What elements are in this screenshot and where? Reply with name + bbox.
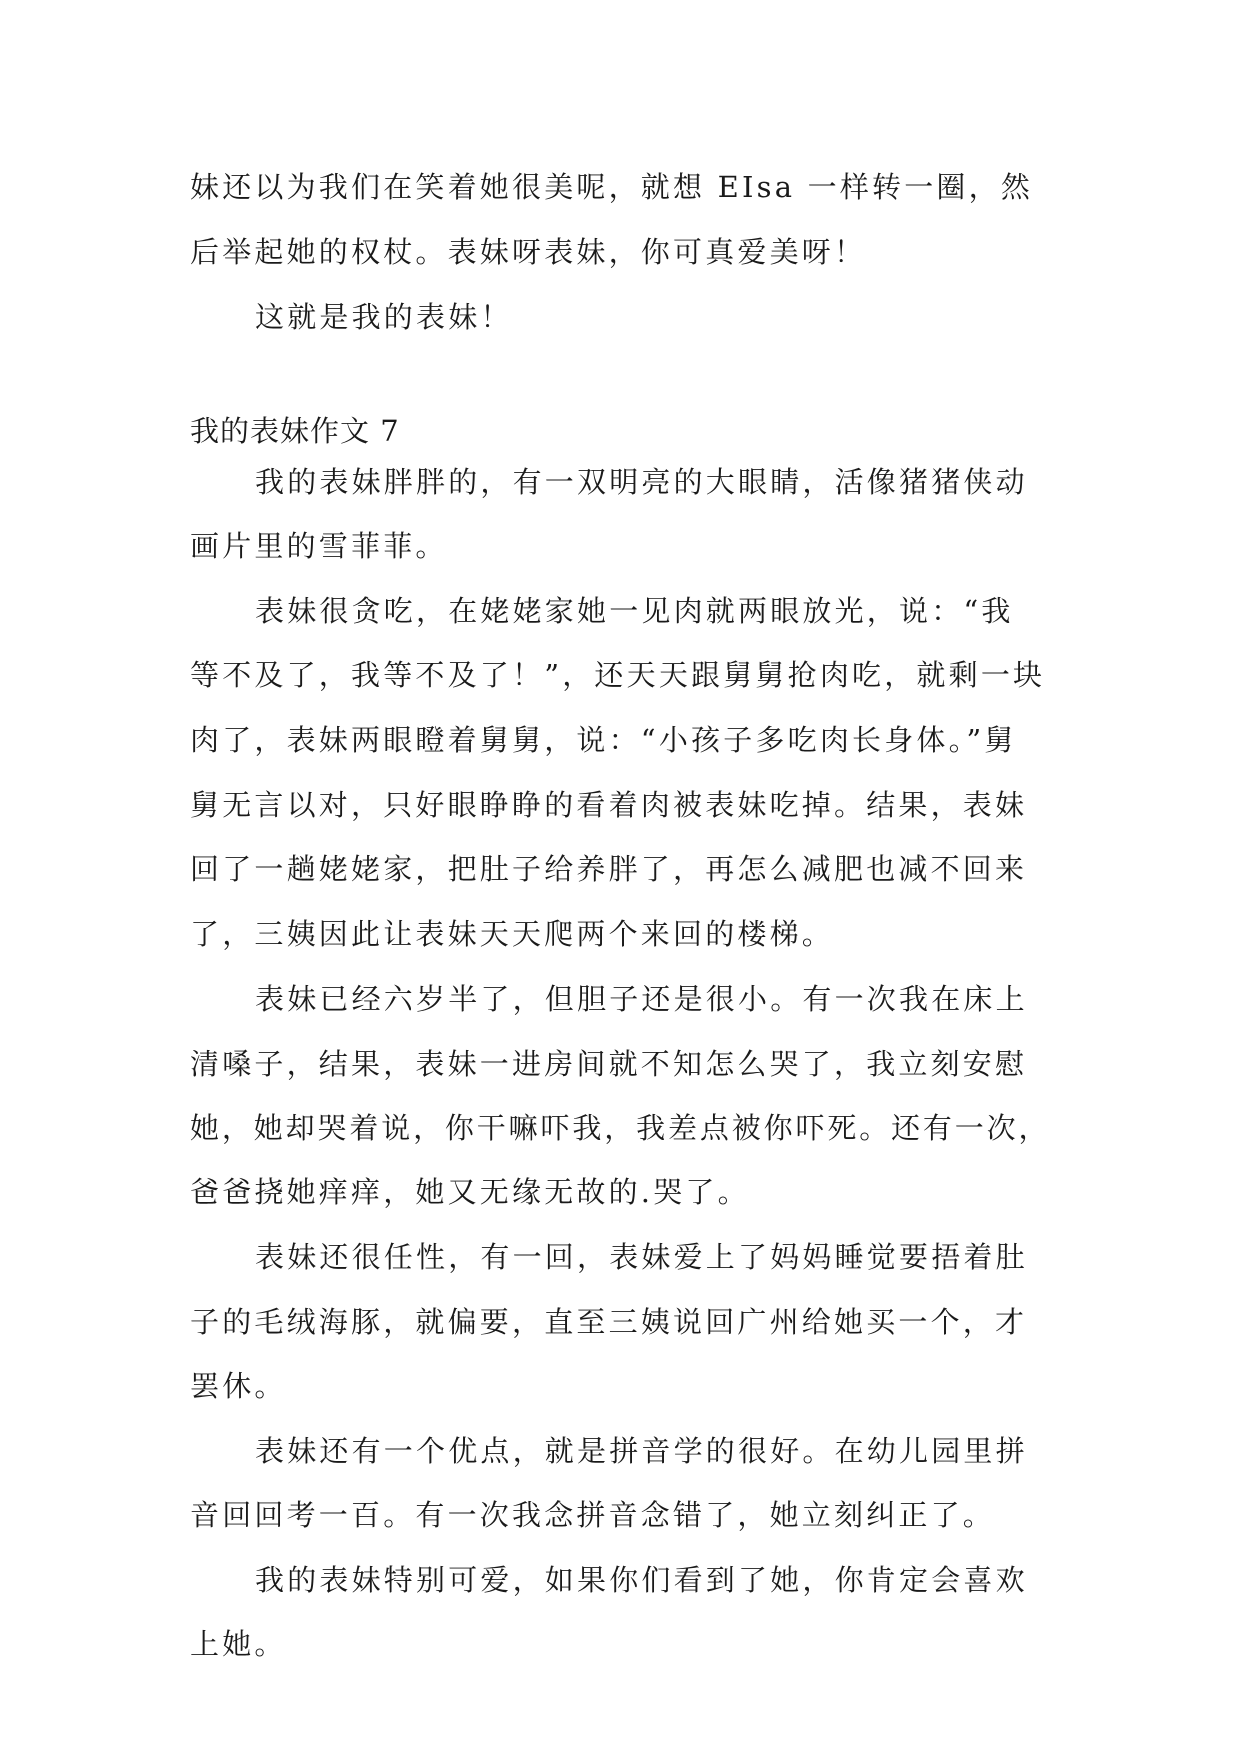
text-line: 后举起她的权杖。表妹呀表妹，你可真爱美呀！ (190, 235, 867, 269)
text-line: 她，她却哭着说，你干嘛吓我，我差点被你吓死。还有一次， (190, 1111, 1051, 1145)
text-line: 音回回考一百。有一次我念拼音念错了，她立刻纠正了。 (190, 1498, 996, 1532)
text-line: 表妹很贪吃，在姥姥家她一见肉就两眼放光，说：“我 (255, 594, 1014, 628)
text-line: 表妹还很任性，有一回，表妹爱上了妈妈睡觉要捂着肚 (255, 1240, 1028, 1274)
text-line: 上她。 (190, 1627, 287, 1661)
text-line: 表妹已经六岁半了，但胆子还是很小。有一次我在床上 (255, 982, 1028, 1016)
text-line: 子的毛绒海豚，就偏要，直至三姨说回广州给她买一个，才 (190, 1305, 1028, 1339)
text-line: 罢休。 (190, 1369, 287, 1403)
text-line: 舅无言以对，只好眼睁睁的看着肉被表妹吃掉。结果，表妹 (190, 788, 1028, 822)
text-line: 表妹还有一个优点，就是拼音学的很好。在幼儿园里拼 (255, 1434, 1028, 1468)
text-line: 爸爸挠她痒痒，她又无缘无故的.哭了。 (190, 1175, 750, 1209)
text-line: 画片里的雪菲菲。 (190, 529, 448, 563)
text-line: 妹还以为我们在笑着她很美呢，就想 EIsa 一样转一圈，然 (190, 170, 1034, 204)
text-line: 我的表妹胖胖的，有一双明亮的大眼睛，活像猪猪侠动 (255, 465, 1028, 499)
text-line: 这就是我的表妹！ (255, 300, 513, 334)
text-line: 等不及了，我等不及了！”，还天天跟舅舅抢肉吃，就剩一块 (190, 658, 1046, 692)
text-line: 我的表妹特别可爱，如果你们看到了她，你肯定会喜欢 (255, 1563, 1028, 1597)
section-heading: 我的表妹作文 7 (190, 414, 400, 448)
text-line: 回了一趟姥姥家，把肚子给养胖了，再怎么减肥也减不回来 (190, 852, 1028, 886)
text-line: 了，三姨因此让表妹天天爬两个来回的楼梯。 (190, 917, 835, 951)
text-line: 清嗓子，结果，表妹一进房间就不知怎么哭了，我立刻安慰 (190, 1047, 1028, 1081)
text-line: 肉了，表妹两眼瞪着舅舅，说：“小孩子多吃肉长身体。”舅 (190, 723, 1017, 757)
